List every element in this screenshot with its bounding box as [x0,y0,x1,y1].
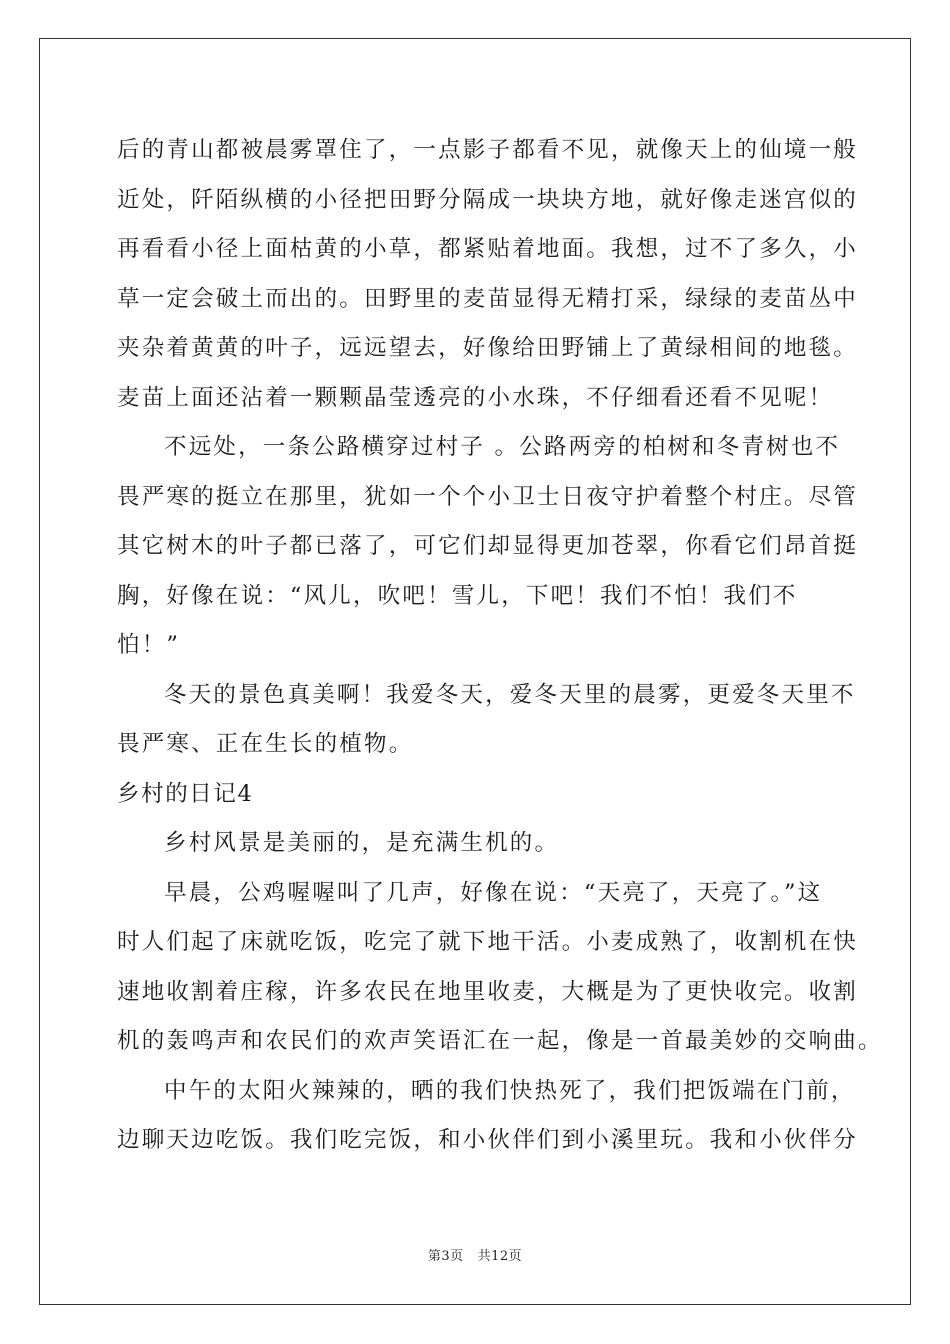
text-line: 畏严寒、正在生长的植物。 [117,731,414,757]
page-total: 共12页 [477,1249,523,1264]
text-line: 草一定会破土而出的。田野里的麦苗显得无精打采，绿绿的麦苗丛中 [117,285,859,312]
text-line: 麦苗上面还沾着一颗颗晶莹透亮的小水珠，不仔细看还看不见呢！ [117,384,834,411]
text-line: 不远处，一条公路横穿过村子 。公路两旁的柏树和冬青树也不 [164,434,841,460]
text-line: 其它树木的叶子都已落了，可它们却显得更加苍翠，你看它们昂首挺 [117,533,859,559]
text-line: 乡村风景是美丽的，是充满生机的。 [164,830,560,856]
page-footer [0,1245,950,1264]
text-line: 边聊天边吃饭。我们吃完饭，和小伙伴们到小溪里玩。我和小伙伴分 [117,1127,859,1153]
text-line: 怕！” [117,632,181,658]
text-line: 时人们起了床就吃饭，吃完了就下地干活。小麦成熟了，收割机在快 [117,929,859,955]
section-heading: 乡村的日记4 [117,780,254,807]
text-line: 夹杂着黄黄的叶子，远远望去，好像给田野铺上了黄绿相间的地毯。 [117,335,859,361]
text-line: 冬天的景色真美啊！我爱冬天，爱冬天里的晨雾，更爱冬天里不 [164,681,856,708]
text-line: 速地收割着庄稼，许多农民在地里收麦，大概是为了更快收完。收割 [117,978,859,1005]
text-line: 后的青山都被晨雾罩住了，一点影子都看不见，就像天上的仙境一般 [117,137,859,163]
document-body [117,126,883,1166]
text-line: 机的轰鸣声和农民们的欢声笑语汇在一起，像是一首最美妙的交响曲。 [117,1028,883,1054]
page-number: 第3页 [427,1249,464,1264]
text-line: 畏严寒的挺立在那里，犹如一个个小卫士日夜守护着整个村庄。尽管 [117,483,859,510]
text-line: 近处，阡陌纵横的小径把田野分隔成一块块方地，就好像走迷宫似的 [117,186,859,213]
text-line: 胸，好像在说：“风儿，吹吧！雪儿，下吧！我们不怕！我们不 [117,582,798,609]
text-line: 中午的太阳火辣辣的，晒的我们快热死了，我们把饭端在门前， [164,1077,856,1104]
text-line: 早晨，公鸡喔喔叫了几声，好像在说：“天亮了，天亮了。”这 [164,879,823,906]
text-line: 再看看小径上面枯黄的小草，都紧贴着地面。我想，过不了多久，小 [117,236,859,262]
